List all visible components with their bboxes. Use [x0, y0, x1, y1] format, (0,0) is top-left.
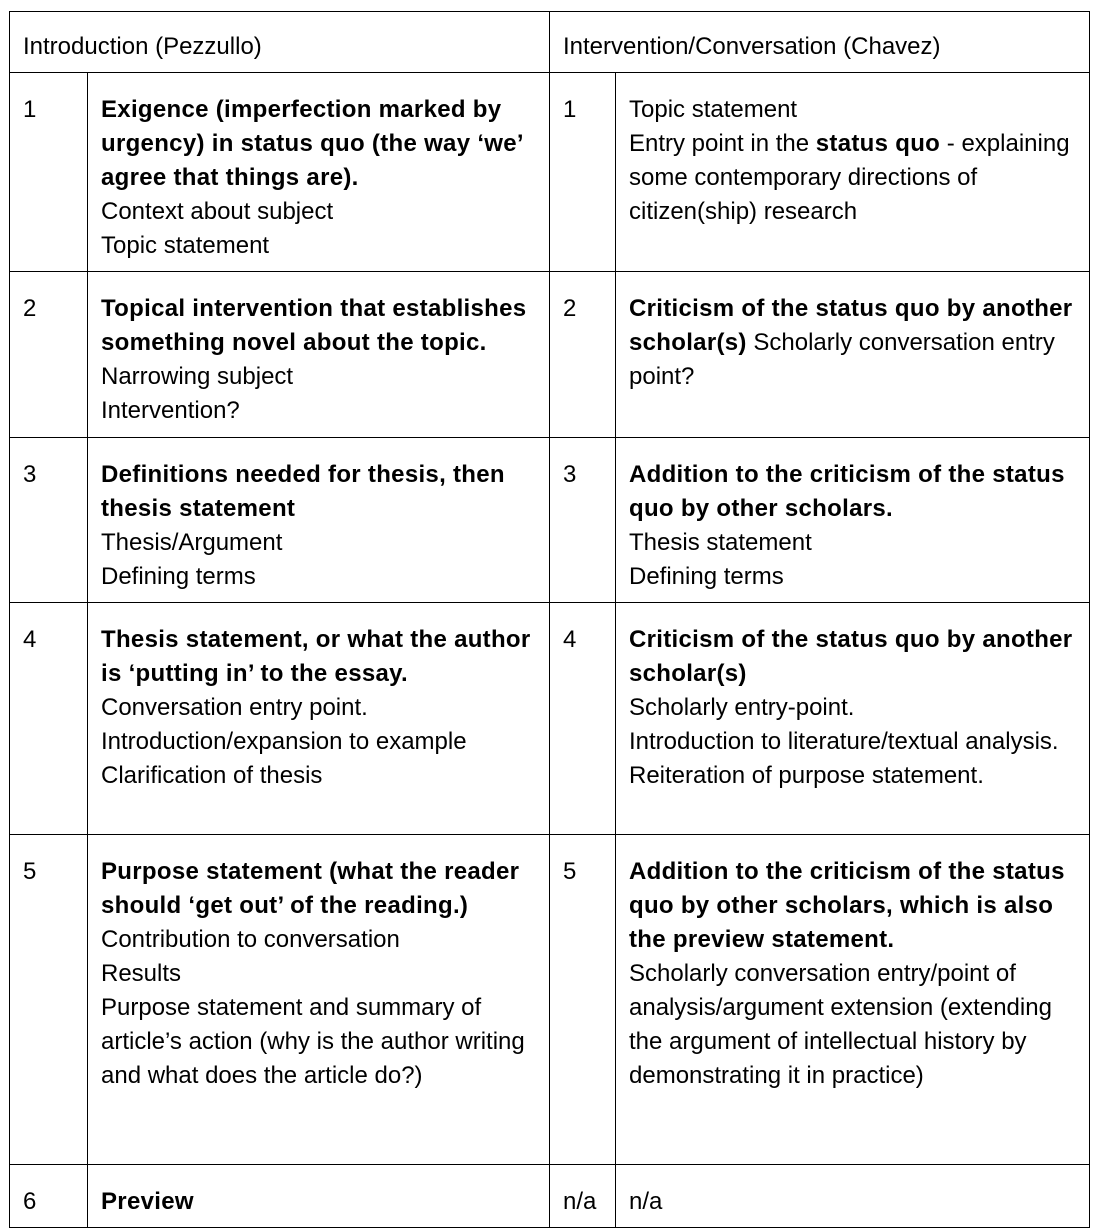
bold-text: Preview	[101, 1188, 194, 1215]
bold-text: Addition to the criticism of the status quo by other scholars, which is also the preview statement.	[629, 858, 1065, 953]
plain-text: Results	[101, 960, 182, 987]
plain-text: Entry point in the	[629, 130, 816, 157]
cell-line	[101, 394, 537, 428]
plain-text: Purpose statement and summary of article’s action (why is the author writing and what does the article do?)	[101, 994, 525, 1089]
row-number-right: 3	[550, 438, 616, 603]
plain-text: Introduction/expansion to example	[101, 728, 467, 755]
cell-line	[629, 855, 1077, 957]
row-number-right: 5	[550, 835, 616, 1165]
row-number-right: n/a	[550, 1165, 616, 1228]
header-row	[10, 12, 1090, 73]
table-row	[10, 835, 1090, 1165]
bold-text: Exigence (imperfection marked by urgency) in status quo (the way ‘we’ agree that things are).	[101, 96, 523, 191]
cell-line	[101, 93, 537, 195]
cell-line	[101, 526, 537, 560]
row-number-right: 1	[550, 73, 616, 272]
cell-line	[101, 623, 537, 691]
plain-text: Thesis statement	[629, 529, 812, 556]
plain-text: Narrowing subject	[101, 363, 294, 390]
plain-text: Reiteration of purpose statement.	[629, 762, 984, 789]
row-number-left: 5	[10, 835, 88, 1165]
cell-line	[101, 759, 537, 793]
row-number-right: 4	[550, 603, 616, 835]
table-row	[10, 272, 1090, 438]
plain-text: Clarification of thesis	[101, 762, 323, 789]
intervention-cell	[616, 835, 1090, 1165]
cell-line	[629, 93, 1077, 127]
row-number-left: 4	[10, 603, 88, 835]
cell-line	[629, 526, 1077, 560]
table-row	[10, 1165, 1090, 1228]
cell-line	[629, 127, 1077, 229]
intervention-cell	[616, 438, 1090, 603]
cell-line	[101, 991, 537, 1093]
plain-text: Introduction to literature/textual analysis.	[629, 728, 1059, 755]
bold-text: Definitions needed for thesis, then thesis statement	[101, 461, 505, 522]
comparison-table	[9, 11, 1090, 1228]
bold-text: Criticism of the status quo by another scholar(s)	[629, 626, 1073, 687]
cell-line	[101, 855, 537, 923]
introduction-cell	[88, 603, 550, 835]
header-intervention: Intervention/Conversation (Chavez)	[550, 12, 1090, 73]
introduction-cell	[88, 835, 550, 1165]
bold-text: Purpose statement (what the reader should ‘get out’ of the reading.)	[101, 858, 520, 919]
cell-line	[101, 560, 537, 594]
introduction-cell	[88, 438, 550, 603]
plain-text: Scholarly conversation entry point?	[629, 329, 1055, 390]
cell-line	[101, 923, 537, 957]
cell-line	[101, 229, 537, 263]
cell-line	[101, 292, 537, 394]
cell-line	[629, 957, 1077, 1093]
intervention-cell	[616, 603, 1090, 835]
bold-text: Addition to the criticism of the status quo by other scholars.	[629, 461, 1065, 522]
cell-line	[629, 691, 1077, 725]
row-number-left: 6	[10, 1165, 88, 1228]
cell-line	[101, 957, 537, 991]
table-body	[10, 12, 1090, 1228]
bold-text: Thesis statement, or what the author is ‘putting in’ to the essay.	[101, 626, 531, 687]
cell-line	[629, 292, 1077, 394]
plain-text: Topic statement	[101, 232, 270, 259]
table-row	[10, 73, 1090, 272]
table-row	[10, 603, 1090, 835]
plain-text: Scholarly conversation entry/point of analysis/argument extension (extending the argument of intellectual history by demonstrating it in practice)	[629, 960, 1052, 1089]
introduction-cell	[88, 272, 550, 438]
cell-line	[101, 458, 537, 526]
intervention-cell	[616, 272, 1090, 438]
bold-text: status quo	[815, 130, 941, 157]
plain-text: Defining terms	[629, 563, 784, 590]
plain-text: Scholarly entry-point.	[629, 694, 855, 721]
cell-line	[101, 1185, 537, 1219]
row-number-left: 1	[10, 73, 88, 272]
plain-text: Defining terms	[101, 563, 256, 590]
plain-text: Contribution to conversation	[101, 926, 400, 953]
introduction-cell	[88, 1165, 550, 1228]
cell-line	[629, 623, 1077, 691]
cell-line	[101, 691, 537, 725]
table-row	[10, 438, 1090, 603]
plain-text: Conversation entry point.	[101, 694, 368, 721]
cell-line	[629, 560, 1077, 594]
plain-text: Topic statement	[629, 96, 798, 123]
header-introduction: Introduction (Pezzullo)	[10, 12, 550, 73]
row-number-left: 2	[10, 272, 88, 438]
cell-line	[629, 458, 1077, 526]
bold-text: Criticism of the status quo by another scholar(s)	[629, 295, 1073, 356]
cell-line	[101, 725, 537, 759]
plain-text: n/a	[629, 1188, 663, 1215]
introduction-cell	[88, 73, 550, 272]
bold-text: Topical intervention that establishes something novel about the topic.	[101, 295, 527, 356]
plain-text: Intervention?	[101, 397, 240, 424]
row-number-left: 3	[10, 438, 88, 603]
cell-line	[629, 1185, 1077, 1219]
plain-text: - explaining some contemporary directions of citizen(ship) research	[629, 130, 1070, 225]
plain-text: Context about subject	[101, 198, 334, 225]
intervention-cell	[616, 1165, 1090, 1228]
cell-line	[629, 725, 1077, 759]
plain-text: Thesis/Argument	[101, 529, 283, 556]
cell-line	[629, 759, 1077, 793]
intervention-cell	[616, 73, 1090, 272]
row-number-right: 2	[550, 272, 616, 438]
cell-line	[101, 195, 537, 229]
